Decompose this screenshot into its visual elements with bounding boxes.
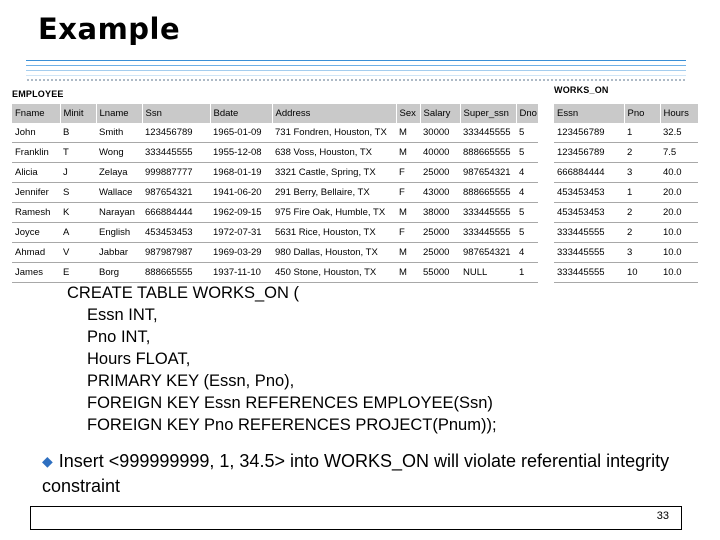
table-cell: V — [60, 243, 96, 263]
sql-line: FOREIGN KEY Essn REFERENCES EMPLOYEE(Ssn) — [87, 394, 493, 412]
table-cell: 38000 — [420, 203, 460, 223]
table-cell: 291 Berry, Bellaire, TX — [272, 183, 396, 203]
table-cell: F — [396, 163, 420, 183]
table-cell: 4 — [516, 183, 538, 203]
table-cell: 666884444 — [142, 203, 210, 223]
table-cell: 1968-01-19 — [210, 163, 272, 183]
bullet-text: Insert <999999999, 1, 34.5> into WORKS_ON will violate referential integrity constraint — [42, 451, 670, 496]
table-cell: 5 — [516, 143, 538, 163]
employee-caption: EMPLOYEE — [12, 89, 64, 99]
works-on-caption: WORKS_ON — [554, 85, 609, 95]
sql-line: Pno INT, — [87, 328, 151, 346]
table-cell: 888665555 — [460, 183, 516, 203]
table-cell: 1 — [516, 263, 538, 283]
employee-row — [12, 203, 538, 223]
table-cell: T — [60, 143, 96, 163]
table-cell: M — [396, 123, 420, 143]
table-cell: E — [60, 263, 96, 283]
column-header: Lname — [96, 104, 142, 123]
table-cell: Wallace — [96, 183, 142, 203]
table-cell: 1 — [624, 183, 660, 203]
table-cell: M — [396, 143, 420, 163]
table-cell: 25000 — [420, 223, 460, 243]
column-header: Sex — [396, 104, 420, 123]
table-cell: 25000 — [420, 243, 460, 263]
table-cell: 10.0 — [660, 263, 698, 283]
works-on-row — [554, 123, 698, 143]
table-cell: 20.0 — [660, 203, 698, 223]
column-header: Fname — [12, 104, 60, 123]
employee-row — [12, 123, 538, 143]
table-cell: 1969-03-29 — [210, 243, 272, 263]
table-cell: Joyce — [12, 223, 60, 243]
table-cell: Franklin — [12, 143, 60, 163]
rule-line — [26, 65, 686, 66]
table-cell: F — [396, 183, 420, 203]
table-cell: John — [12, 123, 60, 143]
table-cell: 333445555 — [554, 263, 624, 283]
table-cell: Narayan — [96, 203, 142, 223]
works-on-table — [554, 104, 699, 283]
table-cell: 453453453 — [554, 183, 624, 203]
table-cell: 987654321 — [460, 163, 516, 183]
table-cell: Ahmad — [12, 243, 60, 263]
employee-header-row — [12, 104, 538, 123]
column-header: Salary — [420, 104, 460, 123]
works-on-row — [554, 163, 698, 183]
column-header: Dno — [516, 104, 538, 123]
works-on-row — [554, 143, 698, 163]
table-cell: 123456789 — [142, 123, 210, 143]
table-cell: B — [60, 123, 96, 143]
table-cell: Smith — [96, 123, 142, 143]
table-cell: 5 — [516, 223, 538, 243]
sql-line: Essn INT, — [87, 306, 158, 324]
table-cell: 453453453 — [142, 223, 210, 243]
table-cell: 3 — [624, 163, 660, 183]
table-cell: J — [60, 163, 96, 183]
works-on-header-row — [554, 104, 698, 123]
table-cell: 1955-12-08 — [210, 143, 272, 163]
sql-line: PRIMARY KEY (Essn, Pno), — [87, 372, 295, 390]
sql-line: CREATE TABLE WORKS_ON ( — [67, 284, 299, 302]
table-cell: 731 Fondren, Houston, TX — [272, 123, 396, 143]
table-cell: M — [396, 243, 420, 263]
table-cell: 980 Dallas, Houston, TX — [272, 243, 396, 263]
table-cell: 40000 — [420, 143, 460, 163]
table-cell: 7.5 — [660, 143, 698, 163]
table-cell: 5 — [516, 203, 538, 223]
table-cell: 987987987 — [142, 243, 210, 263]
column-header: Super_ssn — [460, 104, 516, 123]
table-cell: 1972-07-31 — [210, 223, 272, 243]
page-number: 33 — [656, 510, 669, 522]
employee-table — [12, 104, 539, 283]
table-cell: 4 — [516, 163, 538, 183]
table-cell: 987654321 — [460, 243, 516, 263]
employee-body — [12, 123, 538, 283]
table-cell: 2 — [624, 223, 660, 243]
table-cell: NULL — [460, 263, 516, 283]
table-cell: K — [60, 203, 96, 223]
table-cell: 1962-09-15 — [210, 203, 272, 223]
table-cell: 40.0 — [660, 163, 698, 183]
table-cell: 666884444 — [554, 163, 624, 183]
works-on-row — [554, 183, 698, 203]
table-cell: Alicia — [12, 163, 60, 183]
column-header: Hours — [660, 104, 698, 123]
table-cell: A — [60, 223, 96, 243]
column-header: Address — [272, 104, 396, 123]
employee-row — [12, 143, 538, 163]
employee-row — [12, 183, 538, 203]
table-cell: 43000 — [420, 183, 460, 203]
rule-line — [26, 60, 686, 61]
table-cell: 10 — [624, 263, 660, 283]
table-cell: Jennifer — [12, 183, 60, 203]
table-cell: 1 — [624, 123, 660, 143]
table-cell: 3 — [624, 243, 660, 263]
table-cell: S — [60, 183, 96, 203]
works-on-row — [554, 223, 698, 243]
table-cell: 453453453 — [554, 203, 624, 223]
table-cell: 5 — [516, 123, 538, 143]
rule-line — [26, 75, 686, 76]
table-cell: 987654321 — [142, 183, 210, 203]
table-cell: Ramesh — [12, 203, 60, 223]
table-cell: 333445555 — [142, 143, 210, 163]
works-on-row — [554, 263, 698, 283]
table-cell: 333445555 — [460, 123, 516, 143]
table-cell: 2 — [624, 143, 660, 163]
table-cell: 123456789 — [554, 123, 624, 143]
table-cell: 123456789 — [554, 143, 624, 163]
table-image — [12, 82, 698, 278]
table-cell: 999887777 — [142, 163, 210, 183]
works-on-body — [554, 123, 698, 283]
table-cell: 2 — [624, 203, 660, 223]
table-cell: 20.0 — [660, 183, 698, 203]
bullet-note — [42, 449, 682, 498]
table-cell: Borg — [96, 263, 142, 283]
column-header: Essn — [554, 104, 624, 123]
table-cell: English — [96, 223, 142, 243]
table-cell: 5631 Rice, Houston, TX — [272, 223, 396, 243]
footer-bar — [30, 506, 682, 530]
table-cell: 1941-06-20 — [210, 183, 272, 203]
table-cell: 638 Voss, Houston, TX — [272, 143, 396, 163]
table-cell: 333445555 — [554, 223, 624, 243]
table-cell: 3321 Castle, Spring, TX — [272, 163, 396, 183]
slide-title: Example — [38, 12, 181, 46]
table-cell: 333445555 — [554, 243, 624, 263]
table-cell: 888665555 — [460, 143, 516, 163]
table-cell: 10.0 — [660, 243, 698, 263]
table-cell: 975 Fire Oak, Humble, TX — [272, 203, 396, 223]
sql-create-statement — [67, 282, 497, 436]
column-header: Ssn — [142, 104, 210, 123]
table-cell: 4 — [516, 243, 538, 263]
table-cell: 30000 — [420, 123, 460, 143]
employee-row — [12, 263, 538, 283]
column-header: Bdate — [210, 104, 272, 123]
table-cell: 333445555 — [460, 203, 516, 223]
table-cell: 888665555 — [142, 263, 210, 283]
employee-row — [12, 223, 538, 243]
table-cell: Zelaya — [96, 163, 142, 183]
table-cell: 25000 — [420, 163, 460, 183]
works-on-row — [554, 203, 698, 223]
works-on-row — [554, 243, 698, 263]
table-cell: James — [12, 263, 60, 283]
employee-row — [12, 163, 538, 183]
table-cell: 1937-11-10 — [210, 263, 272, 283]
table-cell: 1965-01-09 — [210, 123, 272, 143]
table-cell: M — [396, 263, 420, 283]
sql-line: FOREIGN KEY Pno REFERENCES PROJECT(Pnum)); — [87, 416, 497, 434]
table-cell: 55000 — [420, 263, 460, 283]
table-cell: 32.5 — [660, 123, 698, 143]
table-cell: 450 Stone, Houston, TX — [272, 263, 396, 283]
table-cell: Jabbar — [96, 243, 142, 263]
table-cell: 333445555 — [460, 223, 516, 243]
rule-dots — [26, 79, 686, 81]
sql-line: Hours FLOAT, — [87, 350, 191, 368]
title-rule — [26, 60, 686, 82]
table-cell: F — [396, 223, 420, 243]
table-cell: 10.0 — [660, 223, 698, 243]
table-cell: M — [396, 203, 420, 223]
rule-line — [26, 70, 686, 71]
column-header: Pno — [624, 104, 660, 123]
diamond-bullet-icon: ◆ — [42, 453, 53, 469]
table-cell: Wong — [96, 143, 142, 163]
column-header: Minit — [60, 104, 96, 123]
employee-row — [12, 243, 538, 263]
